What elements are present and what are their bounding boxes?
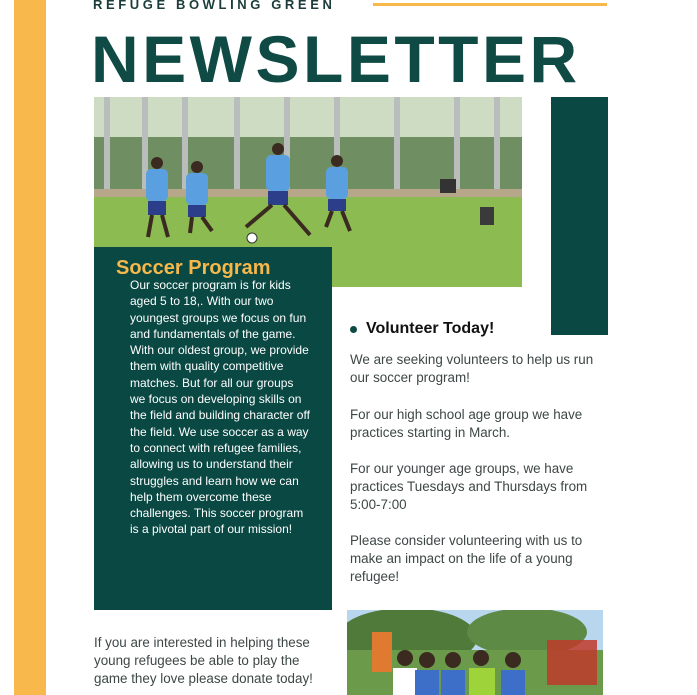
- soccer-program-title: Soccer Program: [116, 257, 271, 279]
- org-name: REFUGE BOWLING GREEN: [93, 0, 336, 12]
- org-name-line: [93, 0, 335, 14]
- volunteer-heading: [350, 320, 494, 338]
- volunteer-paragraph: For our younger age groups, we have practices Tuesdays and Thursdays from 5:00-7:00: [350, 461, 588, 512]
- donate-paragraph: If you are interested in helping these young refugees be able to play the game they love please donate today!: [94, 635, 313, 686]
- volunteer-paragraph: Please consider volunteering with us to make an impact on the life of a young refugee!: [350, 533, 583, 584]
- team-group-illustration: [347, 610, 603, 695]
- team-group-photo: [347, 610, 603, 695]
- volunteer-title: Volunteer Today!: [366, 320, 495, 337]
- teal-accent-bar: [551, 97, 608, 335]
- header-rule: [373, 3, 607, 6]
- bullet-icon: [350, 326, 357, 333]
- soccer-program-panel: [94, 247, 332, 610]
- volunteer-paragraph: For our high school age group we have practices starting in March.: [350, 407, 583, 440]
- left-accent-bar: [14, 0, 46, 695]
- volunteer-paragraph: We are seeking volunteers to help us run our soccer program!: [350, 352, 594, 385]
- soccer-program-body: Our soccer program is for kids aged 5 to 18,. With our two youngest groups we focus on fun and fundamentals of the game. With our oldest group, we provide them with quality competitive matches. But for all our groups we focus on developing skills on the field and building character off the field. We use soccer as a way to connect with refugee families, allowing us to understand their struggles and learn how we can help them overcome these challenges. This soccer program is a pivotal part of our mission!: [130, 278, 310, 537]
- newsletter-title: NEWSLETTER: [91, 22, 581, 96]
